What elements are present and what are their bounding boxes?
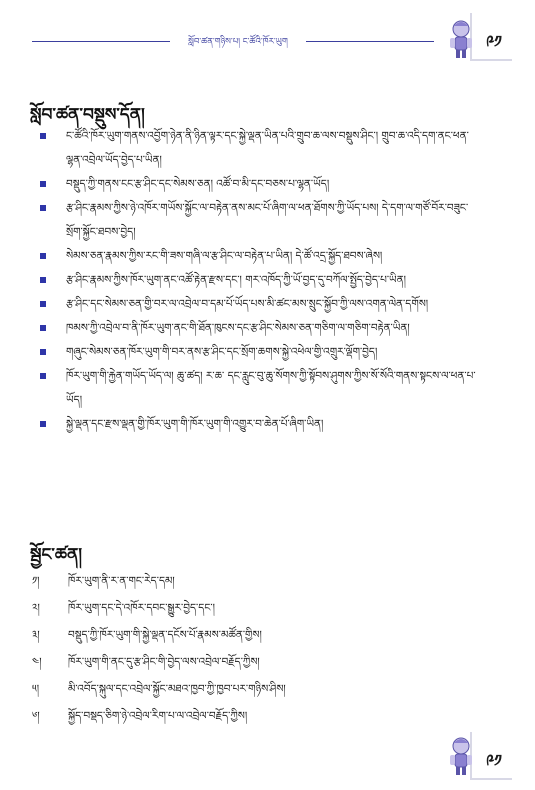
- list-item: [32, 622, 452, 649]
- summary-heading: སློབ་ཚན་བསྡུས་དོན།: [30, 105, 145, 125]
- bullet-text: རྩ་ཤིང་དང་སེམས་ཅན་གྱི་བར་ལ་འབྲེལ་བ་དམ་པོ་ཡོད་པས་མི་ཚང་མས་སྲུང་སྐྱོབ་ཀྱི་ལས་འགན་ལེན་དགོས།: [66, 298, 429, 310]
- bullet-square-icon: [40, 349, 46, 355]
- list-item: [38, 364, 478, 412]
- list-item: [38, 124, 478, 172]
- item-text: ཁོར་ཡུག་དང་དེ་འཁོར་དབང་སྒྱུར་བྱེད་དང་།: [68, 602, 215, 614]
- list-item: [32, 649, 452, 676]
- header-rule-right: [306, 41, 434, 42]
- bullet-square-icon: [40, 181, 46, 187]
- mascot-icon: [446, 735, 476, 777]
- bullet-text: སྐྱེ་ལྡན་དང་རྫས་ལྡན་གྱི་ཁོར་ཡུག་གི་ཁོར་ཡུག་གི་འགྱུར་བ་ཆེན་པོ་ཞིག་ཡིན།: [66, 418, 324, 430]
- list-item: [38, 172, 478, 196]
- bullet-square-icon: [40, 325, 46, 331]
- bullet-square-icon: [40, 133, 46, 139]
- header-rule-left: [32, 41, 170, 42]
- item-text: མི་འབོད་སྐུལ་དང་འབྲེལ་སྐྱོང་མཐའ་ཁྱབ་ཀྱི་ཁྱབ་པར་གཉིས་ཤིས།: [68, 683, 286, 695]
- bullet-text: གཞུང་སེམས་ཅན་ཁོར་ཡུག་གི་བར་ནས་རྩ་ཤིང་དང་སྲོག་ཆགས་སྐྱེ་འཕེལ་གྱི་འགྲུར་ལྡོག་བྱེད།: [66, 346, 378, 358]
- list-item: [32, 568, 452, 595]
- item-number: ༦།: [32, 710, 40, 722]
- item-number: ༣།: [32, 629, 40, 641]
- bullet-text: རྩ་ཤིང་རྣམས་ཀྱིས་ཉེ་འཁོར་གཡོས་སྐྱོང་ལ་བརྟེན་ནས་མང་པོ་ཞིག་ལ་ཕན་ཐོགས་ཀྱི་ཡོད་པས། དེ་དག་ལ་གཙོ་བོར་བཟུང་སྲོག་སྐྱོང་ཐབས་བྱེད།: [66, 202, 469, 238]
- bullet-text: ཁོར་ཡུག་གི་རྐྱེན་གཡོད་ཡོད་ལ། ཆུ་ཚད། ར་ཆ་ དང་རླུང་བུ་ཆུ་སོགས་ཀྱི་སྟོབས་ཤུགས་ཀྱིས་སོ་སོའི་གནས་སྟངས་ལ་ཕན་པ་ཡོད།: [66, 370, 476, 406]
- list-item: [32, 595, 452, 622]
- list-item: [38, 268, 478, 292]
- item-number: ༢།: [32, 602, 40, 614]
- item-text: སྐྱོད་བསྡད་ཅིག་ཉེ་འབྲེལ་རིག་པ་ལ་འབྲེལ་བརྗོད་ཀྱིས།: [68, 710, 248, 722]
- list-item: [32, 676, 452, 703]
- item-number: ༡།: [32, 575, 40, 587]
- bullet-square-icon: [40, 205, 46, 211]
- bullet-square-icon: [40, 301, 46, 307]
- mascot-icon: [446, 18, 476, 60]
- item-number: ༥།: [32, 683, 40, 695]
- list-item: [38, 244, 478, 268]
- list-item: [38, 412, 478, 436]
- bullet-text: བསྡུད་ཀྱི་གནས་ངང་རྩ་ཤིང་དང་སེམས་ཅན། འཚོ་བ་མི་དང་བཅས་པ་ལྷན་ཡོད།: [66, 178, 330, 190]
- bullet-text: སེམས་ཅན་རྣམས་ཀྱིས་རང་གི་ཟས་གཞི་ལ་རྩ་ཤིང་ལ་བརྟེན་པ་ཡིན། དེ་ཚོ་འདྲ་སྐྱོད་ཐབས་ཞེས།: [66, 250, 383, 262]
- item-text: ཁོར་ཡུག་ནི་ར་ན་གང་རེད་དམ།: [68, 575, 175, 587]
- list-item: [38, 292, 478, 316]
- page-number-footer: ༩༡: [486, 751, 502, 770]
- exercises-heading: སྦྱོང་ཚན།: [30, 545, 83, 565]
- exercise-list: [32, 568, 452, 730]
- bullet-square-icon: [40, 253, 46, 259]
- list-item: [38, 196, 478, 244]
- bullet-square-icon: [40, 373, 46, 379]
- bullet-square-icon: [40, 421, 46, 427]
- item-number: ༤།: [32, 656, 42, 668]
- running-header: སློབ་ཚན་གཉིས་པ། ང་ཚོའི་ཁོར་ཡུག: [188, 37, 288, 47]
- bullet-text: རྩ་ཤིང་རྣམས་ཀྱིས་ཁོར་ཡུག་ནང་འཚོ་རྟེན་རྫས་དང་། གར་འཁོད་ཀྱི་ཡོ་བྱད་དུ་བཀོལ་སྤྱོད་བྱེད་པ་ཡིན།: [66, 274, 407, 286]
- list-item: [38, 340, 478, 364]
- page-number: ༩༡: [486, 32, 502, 51]
- bullet-text: ཁམས་ཀྱི་འབྲེལ་བ་ནི་ཁོར་ཡུག་ནང་གི་ཐོན་ཁུངས་དང་རྩ་ཤིང་སེམས་ཅན་གཅིག་ལ་གཅིག་བརྟེན་ཡིན།: [66, 322, 410, 334]
- summary-list: [38, 124, 478, 436]
- bullet-text: ང་ཚོའི་ཁོར་ཡུག་གནས་འབྱོག་ཉེན་ནི་ཉིན་ལྟར་དང་སྐྱེ་ལྡན་ཡིན་པའི་གྲུབ་ཆ་ལས་བསྡུས་ཤིང་། གྲུབ་ཆ་འདི་དག་ནང་ཕན་ལྷན་འབྲེལ་ཡོད་བྱེད་པ་ཡིན།: [66, 130, 469, 166]
- list-item: [32, 703, 452, 730]
- list-item: [38, 316, 478, 340]
- item-text: ཁོར་ཡུག་གི་ནང་དུ་རྩ་ཤིང་གི་བྱེད་ལས་འབྲེལ་བརྗོད་ཀྱིས།: [68, 656, 260, 668]
- item-text: བསྡུད་ཀྱི་ཁོར་ཡུག་གི་སྐྱེ་ལྡན་དངོས་པོ་རྣམས་མཚོན་གྱིས།: [68, 629, 262, 641]
- bullet-square-icon: [40, 277, 46, 283]
